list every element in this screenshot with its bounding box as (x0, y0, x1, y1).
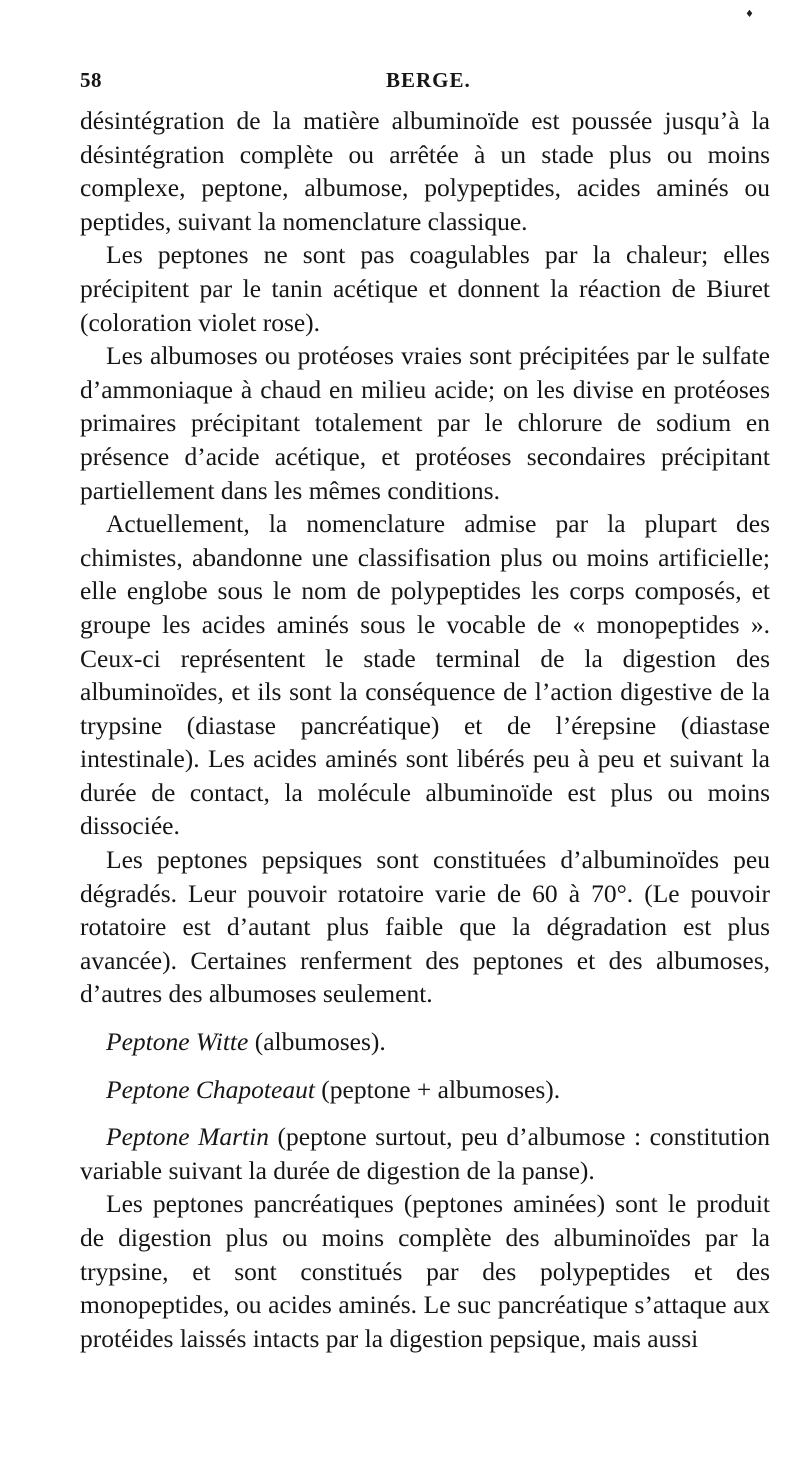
page-header (80, 68, 770, 102)
page-mark: ♦ (745, 9, 754, 20)
paragraph-4: Actuellement, la nomenclature admise par la plupart des chimistes, abandonne une classifisation plus ou moins artificielle; elle englobe sous le nom de polypeptides les corps composés, et groupe les acides aminés sous le vocable de « monopeptides ». Ceux-ci représentent le stade terminal de la digestion des albuminoïdes, et ils sont la conséquence de l’action digestive de la trypsine (diastase pancréatique) et de l’érepsine (diastase intestinale). Les acides aminés sont libérés peu à peu et suivant la durée de contact, la molécule albuminoïde est plus ou moins dissociée. (80, 509, 770, 841)
paragraph-5: Les peptones pepsiques sont constituées d’albuminoïdes peu dégradés. Leur pouvoir rotatoire varie de 60 à 70°. (Le pouvoir rotatoire est d’autant plus faible que la dégradation est plus avancée). Certaines renferment des peptones et des albumoses, d’autres des albumoses seulement. (80, 845, 770, 1009)
product-peptone-martin (80, 1120, 770, 1187)
paragraph-1: désintégration de la matière albuminoïde est poussée jusqu’à la désintégration complète ou arrêtée à un stade plus ou moins complexe, peptone, albumose, polypeptides, acides aminés ou peptides, suivant la nomenclature classique. (80, 106, 770, 236)
paragraph-pancreatic-peptones: Les peptones pancréatiques (peptones aminées) sont le produit de digestion plus ou moins complète des albuminoïdes par la trypsine, et sont constitués par des polypeptides et des monopeptides, ou acides aminés. Le suc pancréatique s’attaque aux protéides laissés intacts par la digestion pepsique, mais aussi (80, 1189, 770, 1353)
product-description: (albumoses). (248, 1027, 386, 1057)
product-peptone-chapoteaut (80, 1073, 770, 1107)
product-name: Peptone Martin (106, 1122, 269, 1152)
page-number: 58 (80, 68, 102, 92)
product-name: Peptone Witte (106, 1027, 249, 1057)
paragraph-3: Les albumoses ou protéoses vraies sont précipitées par le sulfate d’ammoniaque à chaud en milieu acide; on les divise en protéoses primaires précipitant totalement par le chlorure de sodium en présence d’acide acétique, et protéoses secondaires précipitant partiellement dans les mêmes conditions. (80, 341, 770, 505)
product-description: (peptone surtout, peu d’albumose : constitution variable suivant la durée de digestion de la panse). (80, 1122, 770, 1185)
product-peptone-witte (80, 1025, 770, 1059)
body-text (80, 104, 770, 1355)
paragraph-2: Les peptones ne sont pas coagulables par la chaleur; elles précipitent par le tanin acétique et donnent la réaction de Biuret (coloration violet rose). (80, 240, 770, 337)
running-head: BERGE. (386, 68, 471, 92)
product-name: Peptone Chapoteaut (106, 1074, 315, 1104)
product-description: (peptone + albumoses). (314, 1074, 561, 1104)
